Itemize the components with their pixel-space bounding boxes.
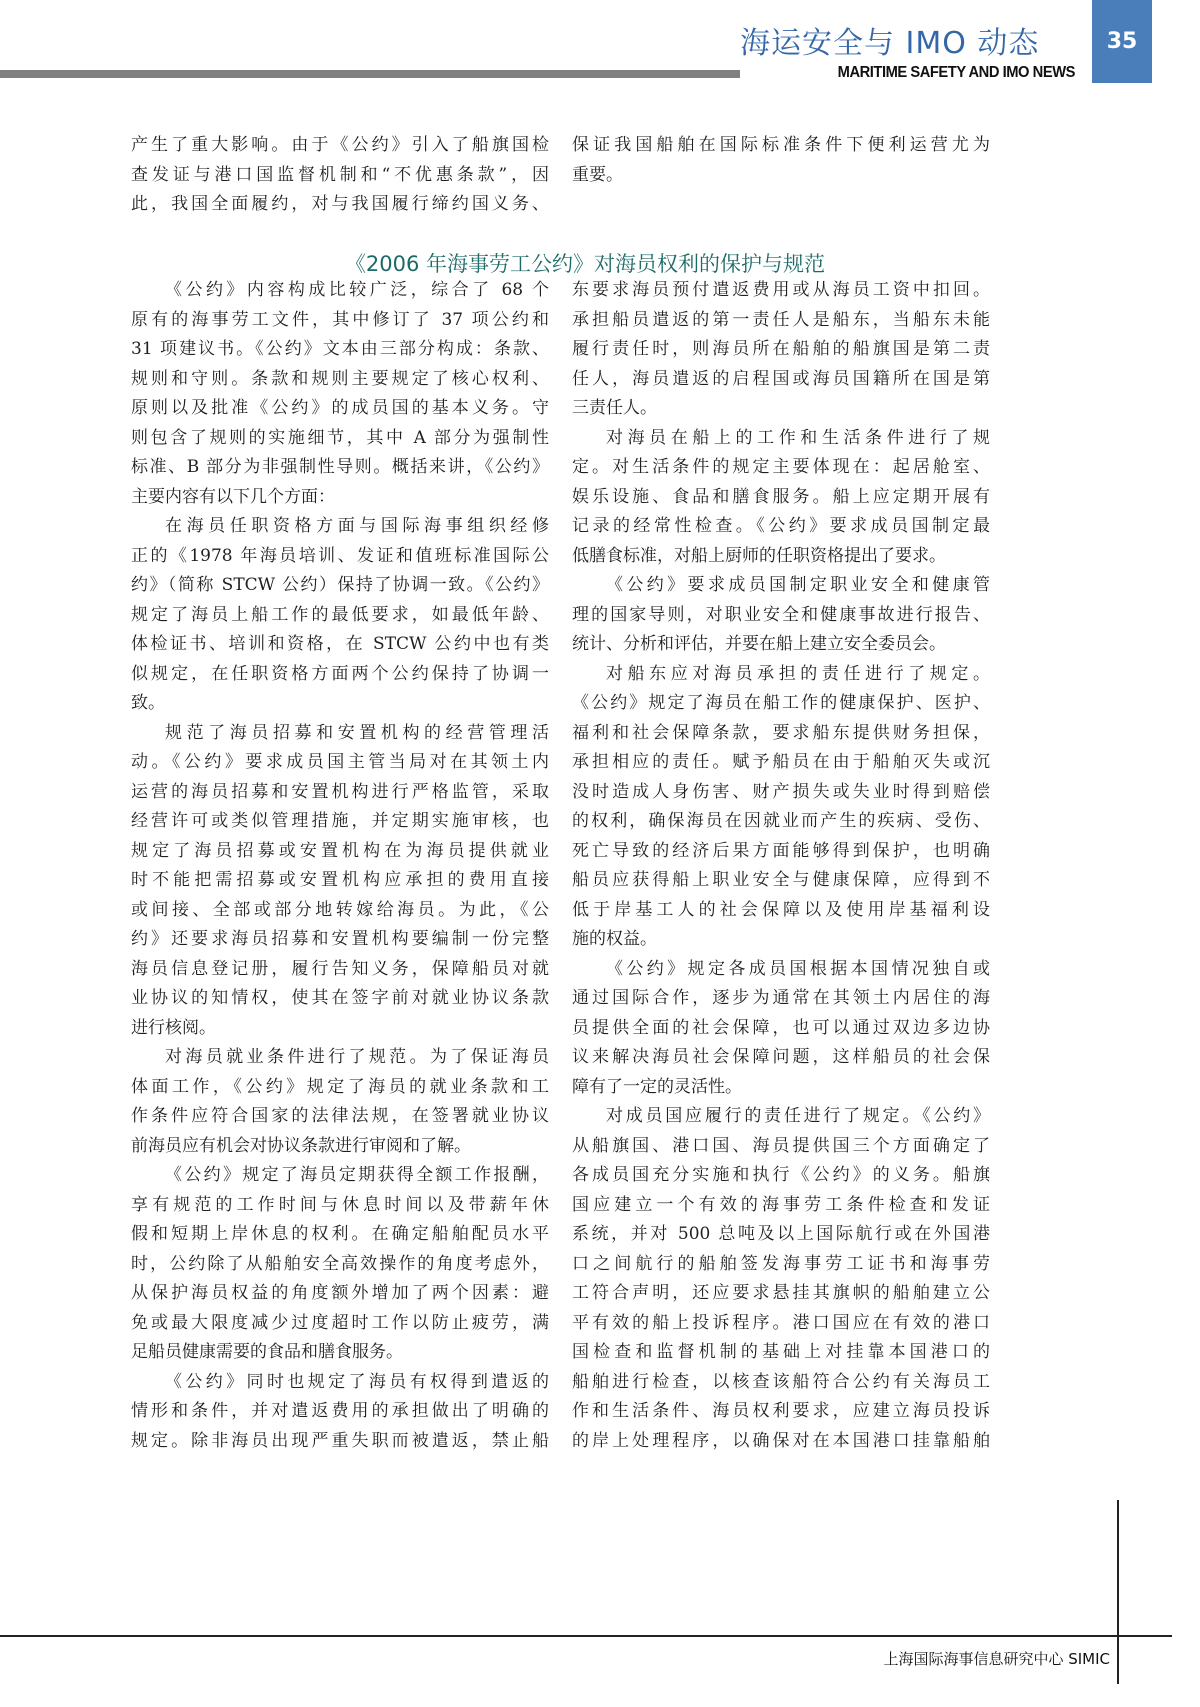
text-line: 承担船员遣返的第一责任人是船东，当船东未能 <box>572 309 990 330</box>
text-line: 海员信息登记册，履行告知义务，保障船员对就 <box>131 958 549 979</box>
text-line: 统计、分析和评估，并要在船上建立安全委员会。 <box>572 634 946 654</box>
footer-vertical-rule <box>1117 1500 1119 1684</box>
text-line: 口之间航行的船舶签发海事劳工证书和海事劳 <box>572 1253 990 1274</box>
text-line: 《公约》内容构成比较广泛，综合了 68 个 <box>165 280 549 300</box>
text-line: 娱乐设施、食品和膳食服务。船上应定期开展有 <box>572 486 990 507</box>
paragraph <box>131 1368 549 1457</box>
paragraph <box>131 1043 549 1161</box>
text-line: 约》还要求海员招募和安置机构要编制一份完整 <box>131 929 549 949</box>
text-line: 规定了海员招募或安置机构在为海员提供就业 <box>131 840 549 861</box>
text-line: 享有规范的工作时间与休息时间以及带薪年休 <box>131 1194 549 1215</box>
text-line: 履行责任时，则海员所在船舶的船旗国是第二责 <box>572 339 990 359</box>
left-text-column <box>131 276 549 1456</box>
text-line: 原有的海事劳工文件，其中修订了 37 项公约和 <box>131 309 549 330</box>
text-line: 国检查和监督机制的基础上对挂靠本国港口的 <box>572 1342 990 1362</box>
text-line: 平有效的船上投诉程序。港口国应在有效的港口 <box>572 1312 990 1333</box>
text-line: 在海员任职资格方面与国际海事组织经修 <box>165 516 549 536</box>
text-line: 体面工作，《公约》规定了海员的就业条款和工 <box>131 1076 549 1097</box>
text-line: 规则和守则。条款和规则主要规定了核心权利、 <box>131 368 549 389</box>
text-line: 死亡导致的经济后果方面能够得到保护，也明确 <box>572 840 990 861</box>
text-line: 承担相应的责任。赋予船员在由于船舶灭失或沉 <box>572 752 990 772</box>
text-line: 的岸上处理程序，以确保对在本国港口挂靠船舶 <box>572 1430 990 1451</box>
text-line: 似规定，在任职资格方面两个公约保持了协调一 <box>131 663 549 684</box>
header-rule <box>0 70 740 78</box>
text-line: 前海员应有机会对协议条款进行审阅和了解。 <box>131 1135 471 1156</box>
text-line: 低膳食标准，对船上厨师的任职资格提出了要求。 <box>572 545 946 566</box>
text-line: 业协议的知情权，使其在签字前对就业协议条款 <box>131 988 549 1008</box>
text-line: 进行核阅。 <box>131 1017 216 1038</box>
text-line: 《公约》规定了海员在船工作的健康保护、医护、 <box>572 693 990 713</box>
text-line: 时不能把需招募或安置机构应承担的费用直接 <box>131 870 549 890</box>
text-line: 运营的海员招募和安置机构进行严格监管，采取 <box>131 781 549 802</box>
text-line: 船舶进行检查，以核查该船符合公约有关海员工 <box>572 1371 990 1392</box>
paragraph <box>131 719 549 1044</box>
text-line: 对成员国应履行的责任进行了规定。《公约》 <box>606 1106 990 1126</box>
paragraph <box>572 955 990 1103</box>
intro-left-column <box>131 131 549 220</box>
text-line: 国应建立一个有效的海事劳工条件检查和发证 <box>572 1194 990 1215</box>
text-line: 各成员国充分实施和执行《公约》的义务。船旗 <box>572 1165 990 1185</box>
text-line: 经营许可或类似管理措施，并定期实施审核，也 <box>131 811 549 831</box>
text-line: 《公约》同时也规定了海员有权得到遣返的 <box>165 1371 549 1392</box>
text-line: 施的权益。 <box>572 929 657 949</box>
page-number-badge <box>1092 0 1152 83</box>
right-text-column <box>572 276 990 1456</box>
journal-title: 海运安全与 IMO 动态 <box>740 26 1040 61</box>
text-line: 《公约》要求成员国制定职业安全和健康管 <box>606 575 990 595</box>
paragraph <box>572 276 990 424</box>
text-line: 体检证书、培训和资格，在 STCW 公约中也有类 <box>131 634 549 654</box>
text-line: 致。 <box>131 693 165 713</box>
text-line: 对船东应对海员承担的责任进行了规定。 <box>606 663 990 684</box>
text-line: 免或最大限度减少过度超时工作以防止疲劳，满 <box>131 1312 549 1333</box>
footer-publisher: 上海国际海事信息研究中心 SIMIC <box>883 1650 1110 1668</box>
text-line: 作条件应符合国家的法律法规，在签署就业协议 <box>131 1106 549 1126</box>
text-line: 规定了海员上船工作的最低要求，如最低年龄、 <box>131 604 549 625</box>
text-line: 重要。 <box>572 164 623 185</box>
text-line: 足船员健康需要的食品和膳食服务。 <box>131 1342 403 1362</box>
text-line: 任人，海员遣返的启程国或海员国籍所在国是第 <box>572 368 990 389</box>
paragraph <box>572 1102 990 1456</box>
text-line: 低于岸基工人的社会保障以及使用岸基福利设 <box>572 899 990 920</box>
text-line: 系统，并对 500 总吨及以上国际航行或在外国港 <box>572 1224 990 1244</box>
text-line: 假和短期上岸休息的权利。在确定船舶配员水平 <box>131 1224 549 1244</box>
text-line: 作和生活条件、海员权利要求，应建立海员投诉 <box>572 1401 990 1421</box>
text-line: 《公约》规定了海员定期获得全额工作报酬， <box>165 1165 549 1185</box>
text-line: 产生了重大影响。由于《公约》引入了船旗国检 <box>131 135 549 155</box>
text-line: 福利和社会保障条款，要求船东提供财务担保， <box>572 722 990 743</box>
text-line: 议来解决海员社会保障问题，这样船员的社会保 <box>572 1047 990 1067</box>
paragraph <box>131 1161 549 1368</box>
journal-subtitle: MARITIME SAFETY AND IMO NEWS <box>837 64 1075 81</box>
text-line: 时，公约除了从船舶安全高效操作的角度考虑外， <box>131 1253 549 1274</box>
text-line: 的权利，确保海员在因就业而产生的疾病、受伤、 <box>572 811 990 831</box>
text-line: 员提供全面的社会保障，也可以通过双边多边协 <box>572 1017 990 1038</box>
text-line: 船员应获得船上职业安全与健康保障，应得到不 <box>572 870 990 890</box>
text-line: 保证我国船舶在国际标准条件下便利运营尤为 <box>572 135 990 155</box>
text-line: 东要求海员预付遣返费用或从海员工资中扣回。 <box>572 280 990 300</box>
text-line: 主要内容有以下几个方面： <box>131 486 335 507</box>
text-line: 从保护海员权益的角度额外增加了两个因素：避 <box>131 1283 549 1303</box>
text-line: 标准、B 部分为非强制性导则。概括来讲，《公约》 <box>131 457 549 477</box>
footer-rule <box>0 1635 1172 1637</box>
paragraph <box>572 131 990 190</box>
text-line: 工符合声明，还应要求悬挂其旗帜的船舶建立公 <box>572 1283 990 1303</box>
text-line: 没时造成人身伤害、财产损失或失业时得到赔偿 <box>572 781 990 802</box>
page-number: 35 <box>1106 29 1138 54</box>
paragraph <box>572 424 990 572</box>
text-line: 31 项建议书。《公约》文本由三部分构成：条款、 <box>131 339 549 359</box>
paragraph <box>131 276 549 512</box>
text-line: 《公约》规定各成员国根据本国情况独自或 <box>606 958 990 979</box>
text-line: 理的国家导则，对职业安全和健康事故进行报告、 <box>572 604 990 625</box>
text-line: 对海员就业条件进行了规范。为了保证海员 <box>165 1047 549 1067</box>
paragraph <box>572 660 990 955</box>
paragraph <box>131 512 549 719</box>
text-line: 规定。除非海员出现严重失职而被遣返，禁止船 <box>131 1430 549 1451</box>
intro-right-column <box>572 131 990 190</box>
text-line: 正的《1978 年海员培训、发证和值班标准国际公 <box>131 545 549 566</box>
paragraph <box>572 571 990 660</box>
text-line: 情形和条件，并对遣返费用的承担做出了明确的 <box>131 1401 549 1421</box>
text-line: 三责任人。 <box>572 398 657 418</box>
text-line: 或间接、全部或部分地转嫁给海员。为此，《公 <box>131 899 549 920</box>
text-line: 从船旗国、港口国、海员提供国三个方面确定了 <box>572 1135 990 1156</box>
text-line: 约》（简称 STCW 公约）保持了协调一致。《公约》 <box>131 575 549 595</box>
text-line: 查发证与港口国监督机制和“不优惠条款”，因 <box>131 164 549 185</box>
text-line: 定。对生活条件的规定主要体现在：起居舱室、 <box>572 457 990 477</box>
text-line: 障有了一定的灵活性。 <box>572 1076 742 1097</box>
text-line: 通过国际合作，逐步为通常在其领土内居住的海 <box>572 988 990 1008</box>
section-title: 《2006 年海事劳工公约》对海员权利的保护与规范 <box>344 252 826 276</box>
paragraph <box>131 131 549 220</box>
text-line: 此，我国全面履约，对与我国履行缔约国义务、 <box>131 194 549 214</box>
text-line: 对海员在船上的工作和生活条件进行了规 <box>606 427 990 448</box>
text-line: 记录的经常性检查。《公约》要求成员国制定最 <box>572 516 990 536</box>
text-line: 规范了海员招募和安置机构的经营管理活 <box>165 722 549 743</box>
text-line: 动。《公约》要求成员国主管当局对在其领土内 <box>131 752 549 772</box>
text-line: 原则以及批准《公约》的成员国的基本义务。守 <box>131 398 549 418</box>
text-line: 则包含了规则的实施细节，其中 A 部分为强制性 <box>131 427 549 448</box>
